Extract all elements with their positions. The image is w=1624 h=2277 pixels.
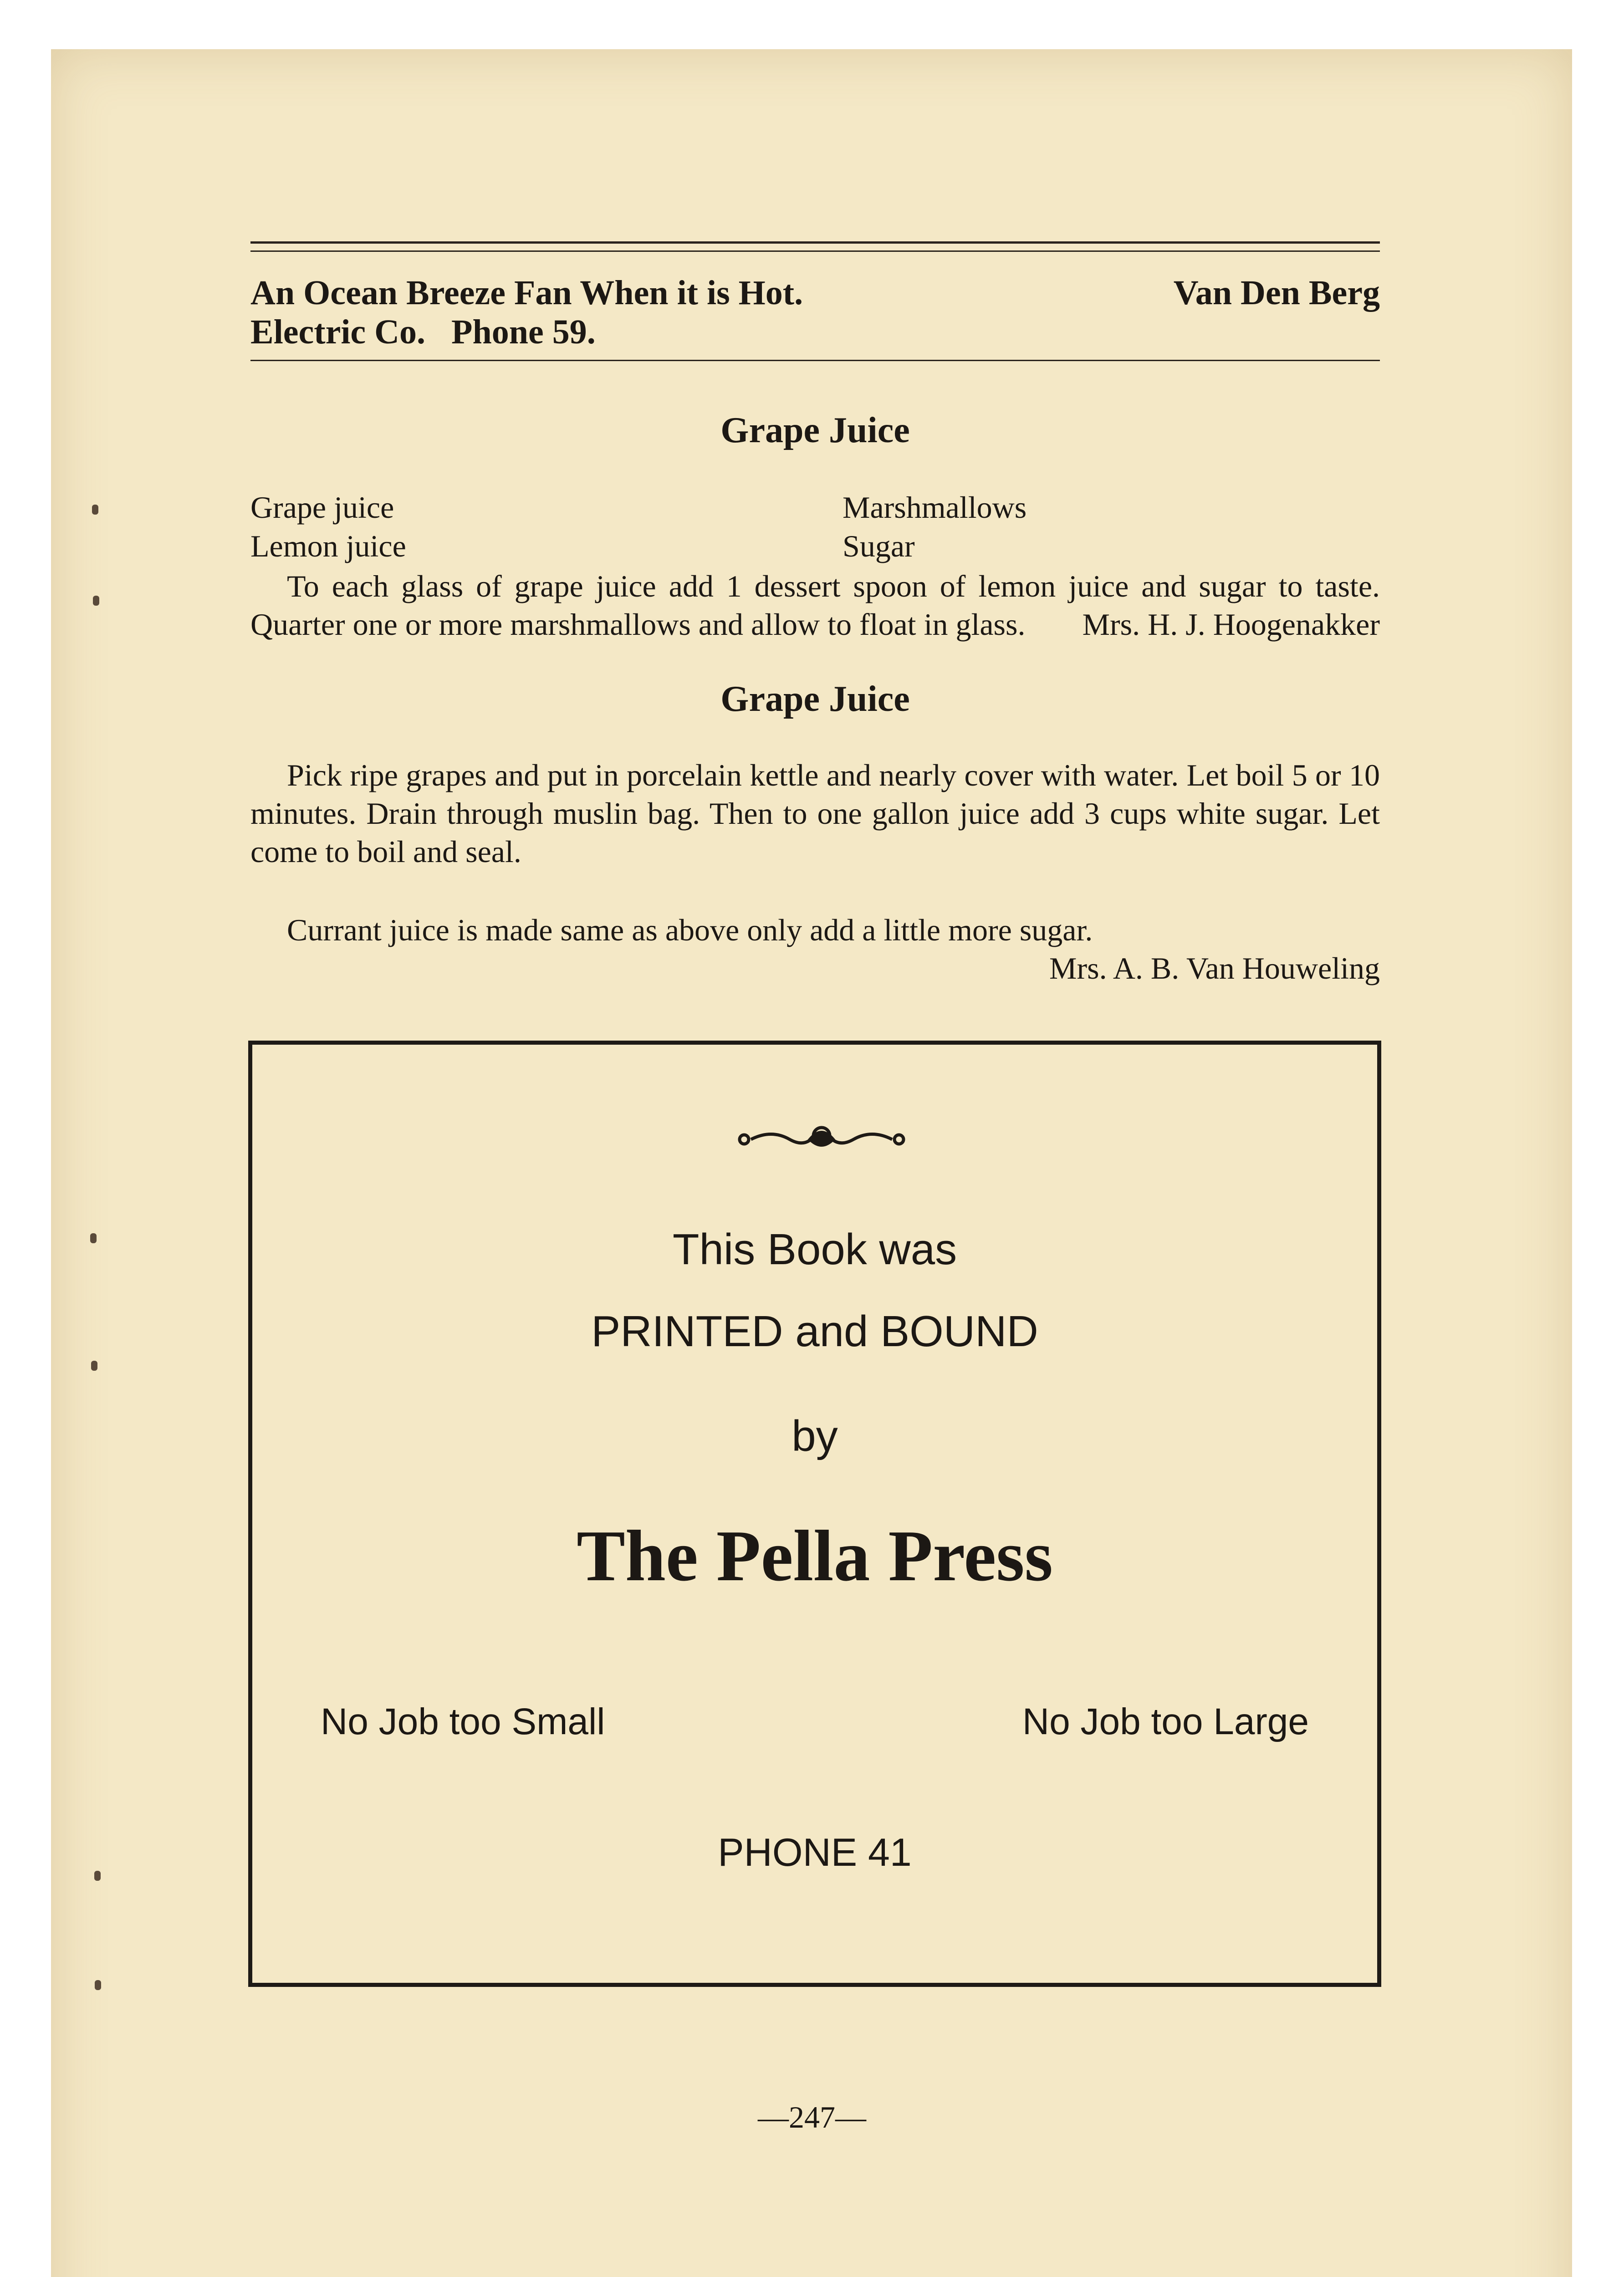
recipe-body: Currant juice is made same as above only add a little more sugar. bbox=[287, 913, 1093, 947]
binding-hole bbox=[92, 505, 98, 515]
page-number: —247— bbox=[758, 2100, 866, 2134]
press-name: The Pella Press bbox=[577, 1515, 1053, 1596]
ingredient: Sugar bbox=[843, 529, 915, 563]
ad-bottom-rule bbox=[250, 360, 1380, 361]
binding-hole bbox=[93, 596, 99, 606]
recipe-title: Grape Juice bbox=[720, 410, 910, 450]
ad-company: Van Den Berg bbox=[1173, 274, 1380, 312]
recipe-instructions bbox=[250, 567, 1380, 643]
binding-hole bbox=[91, 1361, 97, 1371]
box-line-3: by bbox=[792, 1412, 838, 1460]
binding-hole bbox=[95, 1980, 101, 1990]
ingredient: Grape juice bbox=[250, 490, 394, 525]
recipe-body: To each glass of grape juice add 1 dessert spoon of lemon juice and sugar to taste. Quarter one or more marshmallows and allow to float in glass. bbox=[250, 569, 1380, 642]
box-phone: PHONE 41 bbox=[718, 1831, 912, 1874]
recipe-note bbox=[250, 911, 1380, 987]
recipe-instructions bbox=[250, 756, 1380, 871]
ingredient: Lemon juice bbox=[250, 529, 406, 563]
ad-text: An Ocean Breeze Fan When it is Hot. bbox=[250, 274, 803, 312]
binding-hole bbox=[90, 1233, 97, 1243]
slogan-right: No Job too Large bbox=[1022, 1701, 1309, 1742]
top-rule bbox=[250, 241, 1380, 244]
recipe-signature: Mrs. A. B. Van Houweling bbox=[1049, 951, 1380, 985]
binding-hole bbox=[94, 1871, 101, 1881]
recipe-title: Grape Juice bbox=[720, 679, 910, 719]
ingredient: Marshmallows bbox=[843, 490, 1027, 525]
box-line-1: This Book was bbox=[672, 1225, 957, 1274]
recipe-body: Pick ripe grapes and put in porcelain kettle and nearly cover with water. Let boil 5 or 10 minutes. Drain through muslin bag. Then to one gallon juice add 3 cups white sugar. Let come to boil and seal. bbox=[250, 758, 1380, 869]
box-line-2: PRINTED and BOUND bbox=[591, 1307, 1038, 1356]
printer-box bbox=[248, 1041, 1381, 1987]
slogan-left: No Job too Small bbox=[321, 1701, 605, 1742]
top-rule-2 bbox=[250, 250, 1380, 252]
advertisement bbox=[250, 273, 1380, 352]
ornament-icon bbox=[735, 1122, 908, 1154]
ad-line-2: Electric Co. Phone 59. bbox=[250, 313, 596, 351]
recipe-signature: Mrs. H. J. Hoogenakker bbox=[1082, 607, 1380, 642]
